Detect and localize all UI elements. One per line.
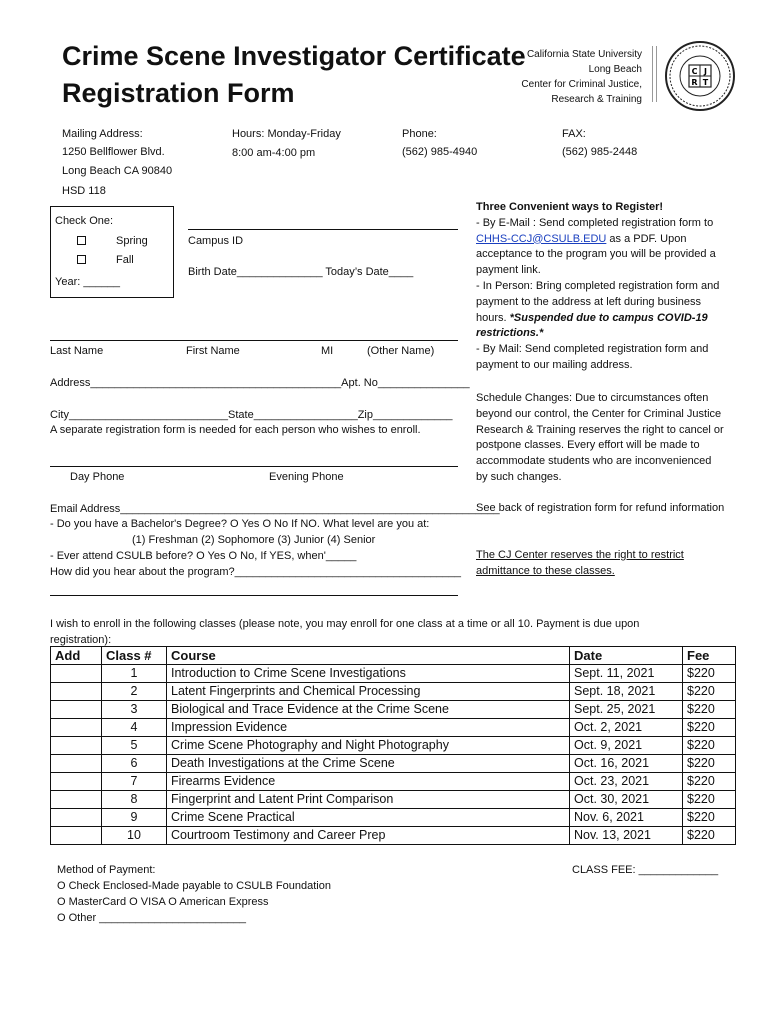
course-date: Sept. 18, 2021 (570, 683, 683, 701)
phone-line[interactable] (50, 466, 458, 467)
course-name: Crime Scene Photography and Night Photography (167, 737, 570, 755)
seal-letter: T (702, 78, 709, 87)
check-one-label: Check One: (55, 215, 114, 227)
seal-letter: C (691, 67, 698, 76)
class-number: 6 (102, 755, 167, 773)
course-date: Oct. 23, 2021 (570, 773, 683, 791)
table-row (51, 773, 736, 791)
course-date: Oct. 2, 2021 (570, 719, 683, 737)
add-cell[interactable] (51, 719, 102, 737)
course-fee: $220 (683, 701, 736, 719)
course-name: Crime Scene Practical (167, 809, 570, 827)
register-in-person-text: - In Person: Bring completed registration form and payment to the address at left during business hours. (476, 279, 720, 324)
course-date: Oct. 9, 2021 (570, 737, 683, 755)
enroll-instructions: I wish to enroll in the following classes (please note, you may enroll for one class at a time or all 10. Payment is due upon registration): (50, 618, 640, 646)
add-cell[interactable] (51, 827, 102, 845)
course-name: Latent Fingerprints and Chemical Processing (167, 683, 570, 701)
course-name: Impression Evidence (167, 719, 570, 737)
email-link[interactable]: CHHS-CCJ@CSULB.EDU (476, 232, 607, 245)
university-line: Research & Training (551, 94, 642, 105)
register-ways-block (476, 200, 726, 374)
course-name: Firearms Evidence (167, 773, 570, 791)
table-row (51, 737, 736, 755)
course-fee: $220 (683, 719, 736, 737)
refund-note: See back of registration form for refund information (476, 502, 725, 514)
fall-checkbox[interactable] (77, 255, 86, 264)
course-name: Biological and Trace Evidence at the Crime Scene (167, 701, 570, 719)
university-seal-icon (664, 40, 736, 112)
class-number: 5 (102, 737, 167, 755)
campus-id-line[interactable] (188, 229, 458, 230)
register-in-person (476, 279, 726, 342)
course-name: Fingerprint and Latent Print Comparison (167, 791, 570, 809)
add-cell[interactable] (51, 683, 102, 701)
first-name-label: First Name (186, 345, 240, 357)
city-state-zip-field[interactable]: City__________________________State_________________Zip_____________ (50, 409, 453, 421)
day-phone-label: Day Phone (70, 471, 125, 483)
level-options[interactable]: (1) Freshman (2) Sophomore (3) Junior (4) Senior (132, 534, 376, 546)
class-fee-field[interactable]: CLASS FEE: _____________ (572, 864, 719, 876)
evening-phone-label: Evening Phone (269, 471, 344, 483)
suspended-note: *Suspended due to campus COVID-19 restrictions.* (476, 311, 708, 340)
fall-label: Fall (116, 254, 134, 266)
class-number: 4 (102, 719, 167, 737)
classes-table (50, 646, 736, 845)
header-date: Date (570, 647, 683, 665)
course-fee: $220 (683, 665, 736, 683)
payment-method-label: Method of Payment: (57, 864, 156, 876)
header-course: Course (167, 647, 570, 665)
register-by-mail: - By Mail: Send completed registration form and payment to our mailing address. (476, 343, 709, 371)
register-ways-title: Three Convenient ways to Register! (476, 201, 664, 213)
table-row (51, 683, 736, 701)
course-date: Oct. 16, 2021 (570, 755, 683, 773)
course-date: Nov. 6, 2021 (570, 809, 683, 827)
table-row (51, 665, 736, 683)
phone-value: (562) 985-4940 (402, 146, 478, 158)
course-name: Courtroom Testimony and Career Prep (167, 827, 570, 845)
mailing-label: Mailing Address: (62, 128, 143, 140)
table-row (51, 827, 736, 845)
add-cell[interactable] (51, 701, 102, 719)
header-class-number: Class # (102, 647, 167, 665)
table-row (51, 719, 736, 737)
class-number: 7 (102, 773, 167, 791)
course-fee: $220 (683, 791, 736, 809)
separate-form-note: A separate registration form is needed for each person who wishes to enroll. (50, 424, 421, 436)
table-row (51, 809, 736, 827)
university-line: Long Beach (588, 64, 642, 75)
add-cell[interactable] (51, 665, 102, 683)
payment-other-option[interactable]: O Other ________________________ (57, 912, 247, 924)
address-field[interactable]: Address_________________________________________Apt. No_______________ (50, 377, 470, 389)
course-fee: $220 (683, 809, 736, 827)
seal-letter: R (691, 78, 698, 87)
table-row (51, 755, 736, 773)
bachelor-question[interactable]: - Do you have a Bachelor's Degree? O Yes O No If NO. What level are you at: (50, 518, 430, 530)
course-fee: $220 (683, 827, 736, 845)
register-by-email-text: - By E-Mail : Send completed registration form to (476, 216, 714, 229)
spring-checkbox[interactable] (77, 236, 86, 245)
table-header-row (51, 647, 736, 665)
add-cell[interactable] (51, 755, 102, 773)
header-fee: Fee (683, 647, 736, 665)
header-divider (652, 46, 657, 102)
seal-letter: J (704, 67, 707, 76)
table-row (51, 701, 736, 719)
class-number: 1 (102, 665, 167, 683)
birth-date-field[interactable]: Birth Date______________ Today’s Date____ (188, 266, 414, 278)
class-number: 8 (102, 791, 167, 809)
mailing-line: 1250 Bellflower Blvd. (62, 146, 165, 158)
course-name: Introduction to Crime Scene Investigations (167, 665, 570, 683)
name-line[interactable] (50, 340, 458, 341)
add-cell[interactable] (51, 809, 102, 827)
email-field[interactable]: Email Address______________________________________________________________ (50, 503, 500, 515)
course-fee: $220 (683, 683, 736, 701)
form-title: Crime Scene Investigator Certificate (62, 41, 526, 71)
add-cell[interactable] (51, 773, 102, 791)
class-number: 10 (102, 827, 167, 845)
csulb-question[interactable]: - Ever attend CSULB before? O Yes O No, If YES, when'_____ (50, 550, 357, 562)
course-date: Sept. 25, 2021 (570, 701, 683, 719)
course-date: Nov. 13, 2021 (570, 827, 683, 845)
course-fee: $220 (683, 737, 736, 755)
register-by-email-text: as a PDF. Upon acceptance to the program you will be provided a payment link. (476, 232, 716, 277)
table-row (51, 791, 736, 809)
course-date: Sept. 11, 2021 (570, 665, 683, 683)
hear-question[interactable]: How did you hear about the program?_____________________________________ (50, 566, 462, 578)
hours-value: 8:00 am-4:00 pm (232, 147, 316, 159)
course-date: Oct. 30, 2021 (570, 791, 683, 809)
last-name-label: Last Name (50, 345, 104, 357)
mi-label: MI (321, 345, 334, 357)
course-fee: $220 (683, 773, 736, 791)
mailing-line: Long Beach CA 90840 (62, 165, 173, 177)
course-fee: $220 (683, 755, 736, 773)
hear-answer-line[interactable] (50, 595, 458, 596)
payment-card-options[interactable]: O MasterCard O VISA O American Express (57, 896, 269, 908)
class-number: 9 (102, 809, 167, 827)
university-line: California State University (526, 49, 642, 60)
header-add: Add (51, 647, 102, 665)
add-cell[interactable] (51, 791, 102, 809)
restrict-note: The CJ Center reserves the right to restrict admittance to these classes. (476, 549, 684, 577)
form-subtitle: Registration Form (62, 78, 295, 108)
register-by-email (476, 216, 726, 279)
spring-label: Spring (116, 235, 148, 247)
hours-label: Hours: Monday-Friday (232, 128, 341, 140)
class-number: 2 (102, 683, 167, 701)
fax-value: (562) 985-2448 (562, 146, 638, 158)
year-field[interactable]: Year: ______ (55, 276, 121, 288)
fax-label: FAX: (562, 128, 586, 140)
schedule-changes-note: Schedule Changes: Due to circumstances often beyond our control, the Center for Criminal Justice Research & Training reserves the right to cancel or postpone classes. Every effort will be made to accommodate students who are inconvenienced by such changes. (476, 392, 724, 483)
mailing-line: HSD 118 (62, 185, 106, 197)
course-name: Death Investigations at the Crime Scene (167, 755, 570, 773)
university-line: Center for Criminal Justice, (521, 79, 642, 90)
other-name-label: (Other Name) (367, 345, 435, 357)
add-cell[interactable] (51, 737, 102, 755)
campus-id-label: Campus ID (188, 235, 244, 247)
class-number: 3 (102, 701, 167, 719)
payment-check-option[interactable]: O Check Enclosed-Made payable to CSULB Foundation (57, 880, 331, 892)
phone-label: Phone: (402, 128, 437, 140)
university-block (521, 47, 642, 107)
